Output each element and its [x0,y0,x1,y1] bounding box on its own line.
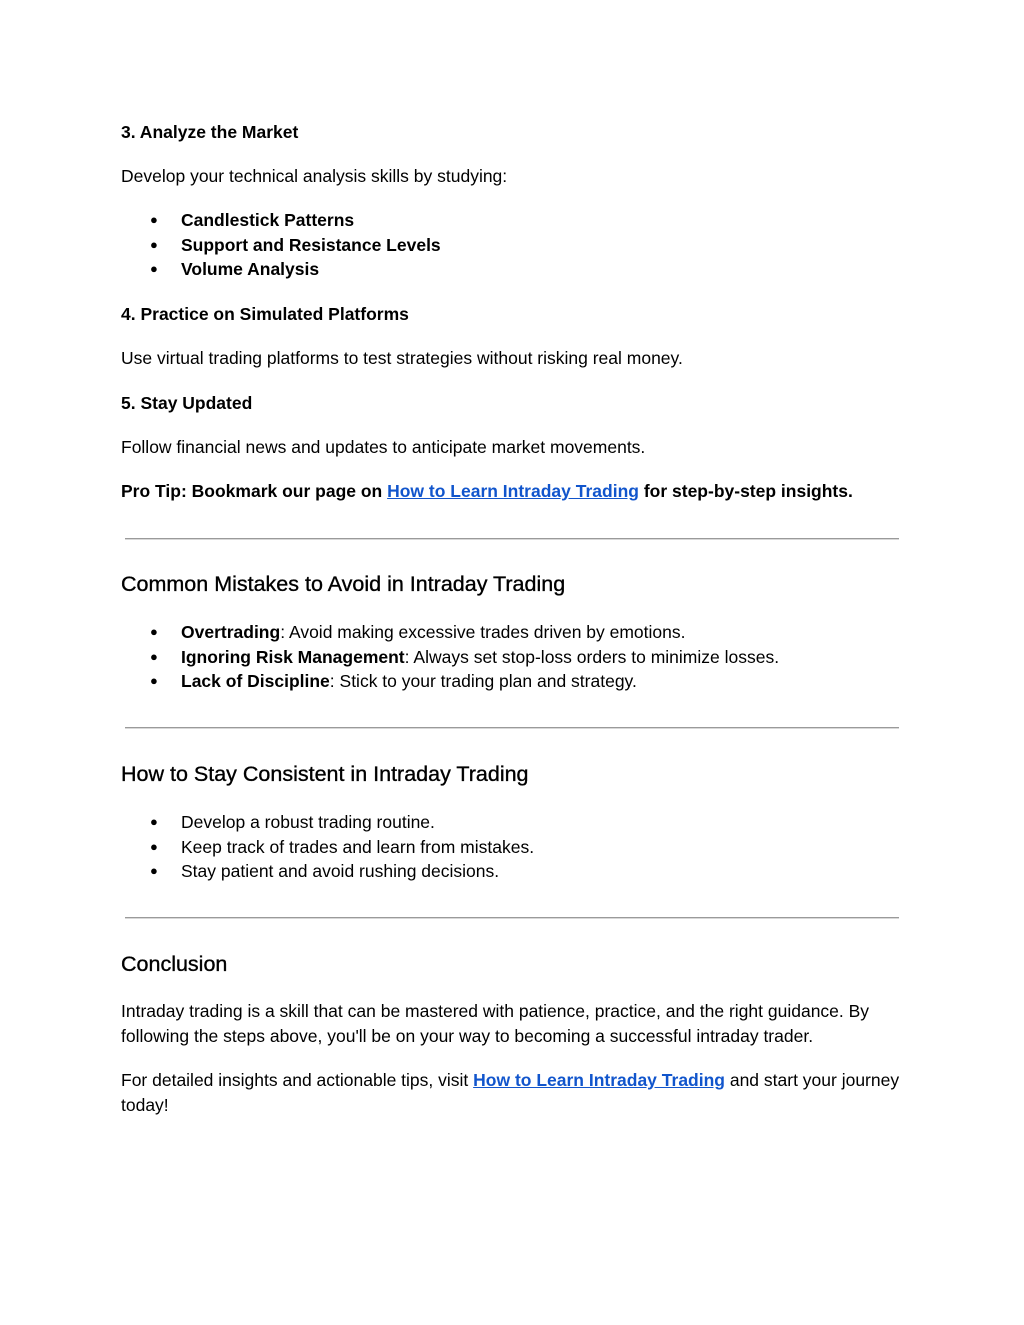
bullet-icon: ● [150,863,158,878]
bullet-icon: ● [150,814,158,829]
pro-tip: Pro Tip: Bookmark our page on How to Learn Intraday Trading for step-by-step insights. [121,481,853,501]
analysis-topics-list [121,208,441,282]
section-4-heading: 4. Practice on Simulated Platforms [121,304,409,324]
horizontal-divider [125,538,899,540]
conclusion-paragraph: Intraday trading is a skill that can be mastered with patience, practice, and the right guidance. By following the steps above, you'll be on your way to becoming a successful intraday trader. [121,1001,870,1046]
section-3-heading: 3. Analyze the Market [121,122,299,142]
intraday-trading-link[interactable]: How to Learn Intraday Trading [387,481,639,501]
consistency-title: How to Stay Consistent in Intraday Trading [121,762,529,786]
list-item: ● Overtrading: Avoid making excessive trades driven by emotions. [121,620,779,645]
list-item: ● Ignoring Risk Management: Always set stop-loss orders to minimize losses. [121,645,779,670]
mistakes-title: Common Mistakes to Avoid in Intraday Trading [121,572,566,596]
bullet-icon: ● [150,648,158,664]
list-item: ● Develop a robust trading routine. [121,810,534,835]
mistakes-list [121,620,779,694]
list-item: ● Volume Analysis [121,257,441,282]
list-item: ● Keep track of trades and learn from mistakes. [121,835,534,860]
bullet-icon: ● [150,212,158,227]
bullet-icon: ● [150,838,158,854]
consistency-list [121,810,534,884]
bullet-icon: ● [150,261,158,276]
list-item: ● Lack of Discipline: Stick to your trading plan and strategy. [121,669,779,694]
bullet-icon: ● [150,624,158,639]
list-item: ● Candlestick Patterns [121,208,441,233]
horizontal-divider [125,917,899,919]
bullet-icon: ● [150,673,158,688]
section-5-heading: 5. Stay Updated [121,393,253,413]
section-5-text: Follow financial news and updates to anticipate market movements. [121,437,646,457]
list-item: ● Stay patient and avoid rushing decisions. [121,859,534,884]
bullet-icon: ● [150,236,158,252]
list-item: ● Support and Resistance Levels [121,233,441,258]
section-3-intro: Develop your technical analysis skills by studying: [121,166,508,186]
conclusion-cta: For detailed insights and actionable tips, visit How to Learn Intraday Trading and start your journey today! [121,1070,900,1115]
conclusion-title: Conclusion [121,952,228,976]
section-4-text: Use virtual trading platforms to test strategies without risking real money. [121,348,683,368]
intraday-trading-link[interactable]: How to Learn Intraday Trading [473,1070,725,1090]
horizontal-divider [125,727,899,729]
